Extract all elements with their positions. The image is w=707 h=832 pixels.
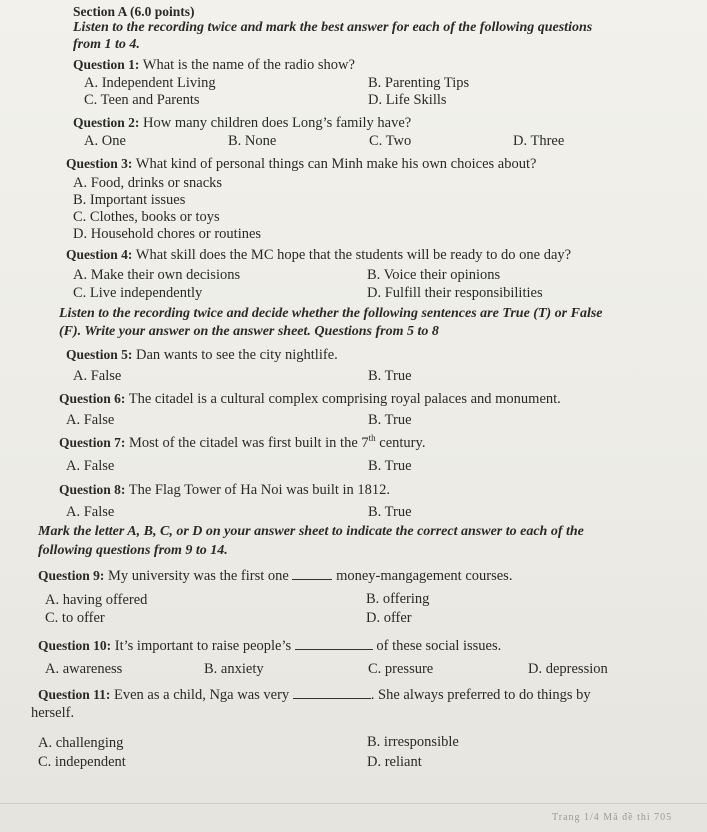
question-11-text: Even as a child, Nga was very xyxy=(110,687,293,703)
question-3-label: Question 3: xyxy=(66,156,133,171)
question-11-label: Question 11: xyxy=(38,687,111,702)
question-9 xyxy=(38,567,512,585)
question-9-text: My university was the first one xyxy=(104,568,293,584)
q3-option-a[interactable]: A. Food, drinks or snacks xyxy=(73,175,223,191)
question-4-label: Question 4: xyxy=(66,247,133,262)
instruction-part1-line1: Listen to the recording twice and mark the best answer for each of the following questions xyxy=(73,20,593,35)
question-2-text: How many children does Long’s family have? xyxy=(139,115,412,131)
q11-option-a[interactable]: A. challenging xyxy=(38,735,124,751)
q3-option-d[interactable]: D. Household chores or routines xyxy=(73,226,262,242)
q2-option-c[interactable]: C. Two xyxy=(369,133,412,149)
question-4 xyxy=(66,246,571,264)
q10-option-a[interactable]: A. awareness xyxy=(45,661,123,677)
q4-option-a[interactable]: A. Make their own decisions xyxy=(73,267,241,283)
question-6-text: The citadel is a cultural complex comprising royal palaces and monument. xyxy=(125,391,561,407)
question-7-superscript: th xyxy=(368,433,376,444)
question-11-text-end: . She always preferred to do things by xyxy=(370,687,591,703)
question-11-blank[interactable] xyxy=(293,686,371,699)
instruction-part3-line2: following questions from 9 to 14. xyxy=(38,543,228,558)
q2-option-a[interactable]: A. One xyxy=(84,133,126,149)
q11-option-d[interactable]: D. reliant xyxy=(367,754,422,770)
question-5-text: Dan wants to see the city nightlife. xyxy=(132,347,338,363)
q9-option-a[interactable]: A. having offered xyxy=(45,592,148,608)
q6-option-b[interactable]: B. True xyxy=(368,412,412,428)
q10-option-b[interactable]: B. anxiety xyxy=(204,661,264,677)
instruction-part1-line2: from 1 to 4. xyxy=(73,37,140,52)
q2-option-d[interactable]: D. Three xyxy=(513,133,565,149)
question-8-label: Question 8: xyxy=(59,482,126,497)
question-6-label: Question 6: xyxy=(59,391,126,406)
q6-option-a[interactable]: A. False xyxy=(66,412,115,428)
q8-option-a[interactable]: A. False xyxy=(66,504,115,520)
q7-option-a[interactable]: A. False xyxy=(66,458,115,474)
q9-option-c[interactable]: C. to offer xyxy=(45,610,105,626)
question-7-label: Question 7: xyxy=(59,435,126,450)
question-11 xyxy=(38,686,591,704)
page-footer: Trang 1/4 Mã đề thi 705 xyxy=(552,812,673,823)
q4-option-c[interactable]: C. Live independently xyxy=(73,285,203,301)
question-4-text: What skill does the MC hope that the students will be ready to do one day? xyxy=(132,247,572,263)
question-1-label: Question 1: xyxy=(73,57,140,72)
question-2 xyxy=(73,114,411,132)
q10-option-c[interactable]: C. pressure xyxy=(368,661,434,677)
instruction-part2-line2: (F). Write your answer on the answer sheet. Questions from 5 to 8 xyxy=(59,324,439,339)
q4-option-b[interactable]: B. Voice their opinions xyxy=(367,267,501,283)
q5-option-b[interactable]: B. True xyxy=(368,368,412,384)
question-10 xyxy=(38,637,501,655)
question-5 xyxy=(66,346,338,364)
q4-option-d[interactable]: D. Fulfill their responsibilities xyxy=(367,285,543,301)
q3-option-c[interactable]: C. Clothes, books or toys xyxy=(73,209,220,225)
question-1 xyxy=(73,56,355,74)
question-10-text: It’s important to raise people’s xyxy=(111,638,295,654)
question-1-text: What is the name of the radio show? xyxy=(139,57,355,73)
question-9-label: Question 9: xyxy=(38,568,105,583)
question-10-blank[interactable] xyxy=(295,637,373,650)
scan-divider xyxy=(0,803,707,804)
question-2-label: Question 2: xyxy=(73,115,140,130)
question-11-line2: herself. xyxy=(31,705,75,721)
q11-option-c[interactable]: C. independent xyxy=(38,754,126,770)
question-8 xyxy=(59,481,390,499)
instruction-part2-line1: Listen to the recording twice and decide whether the following sentences are True (T) or False xyxy=(59,306,603,321)
q9-option-d[interactable]: D. offer xyxy=(366,610,412,626)
question-9-text-end: money-mangagement courses. xyxy=(332,568,513,584)
q1-option-a[interactable]: A. Independent Living xyxy=(84,75,216,91)
question-6 xyxy=(59,390,561,408)
question-7-text-end: century. xyxy=(375,435,426,451)
question-7-text: Most of the citadel was first built in the 7 xyxy=(125,435,369,451)
question-3-text: What kind of personal things can Minh make his own choices about? xyxy=(132,156,537,172)
question-3 xyxy=(66,155,536,173)
question-5-label: Question 5: xyxy=(66,347,133,362)
question-10-label: Question 10: xyxy=(38,638,112,653)
q2-option-b[interactable]: B. None xyxy=(228,133,277,149)
question-10-text-end: of these social issues. xyxy=(372,638,502,654)
q11-option-b[interactable]: B. irresponsible xyxy=(367,734,459,750)
q7-option-b[interactable]: B. True xyxy=(368,458,412,474)
question-9-blank[interactable] xyxy=(292,567,332,580)
q8-option-b[interactable]: B. True xyxy=(368,504,412,520)
q1-option-b[interactable]: B. Parenting Tips xyxy=(368,75,470,91)
q9-option-b[interactable]: B. offering xyxy=(366,591,430,607)
q5-option-a[interactable]: A. False xyxy=(73,368,122,384)
instruction-part3-line1: Mark the letter A, B, C, or D on your answer sheet to indicate the correct answer to each of the xyxy=(38,524,584,539)
q1-option-c[interactable]: C. Teen and Parents xyxy=(84,92,200,108)
section-title: Section A (6.0 points) xyxy=(73,4,195,19)
question-8-text: The Flag Tower of Ha Noi was built in 1812. xyxy=(125,482,391,498)
q1-option-d[interactable]: D. Life Skills xyxy=(368,92,447,108)
q3-option-b[interactable]: B. Important issues xyxy=(73,192,186,208)
question-7 xyxy=(59,434,425,452)
q10-option-d[interactable]: D. depression xyxy=(528,661,608,677)
